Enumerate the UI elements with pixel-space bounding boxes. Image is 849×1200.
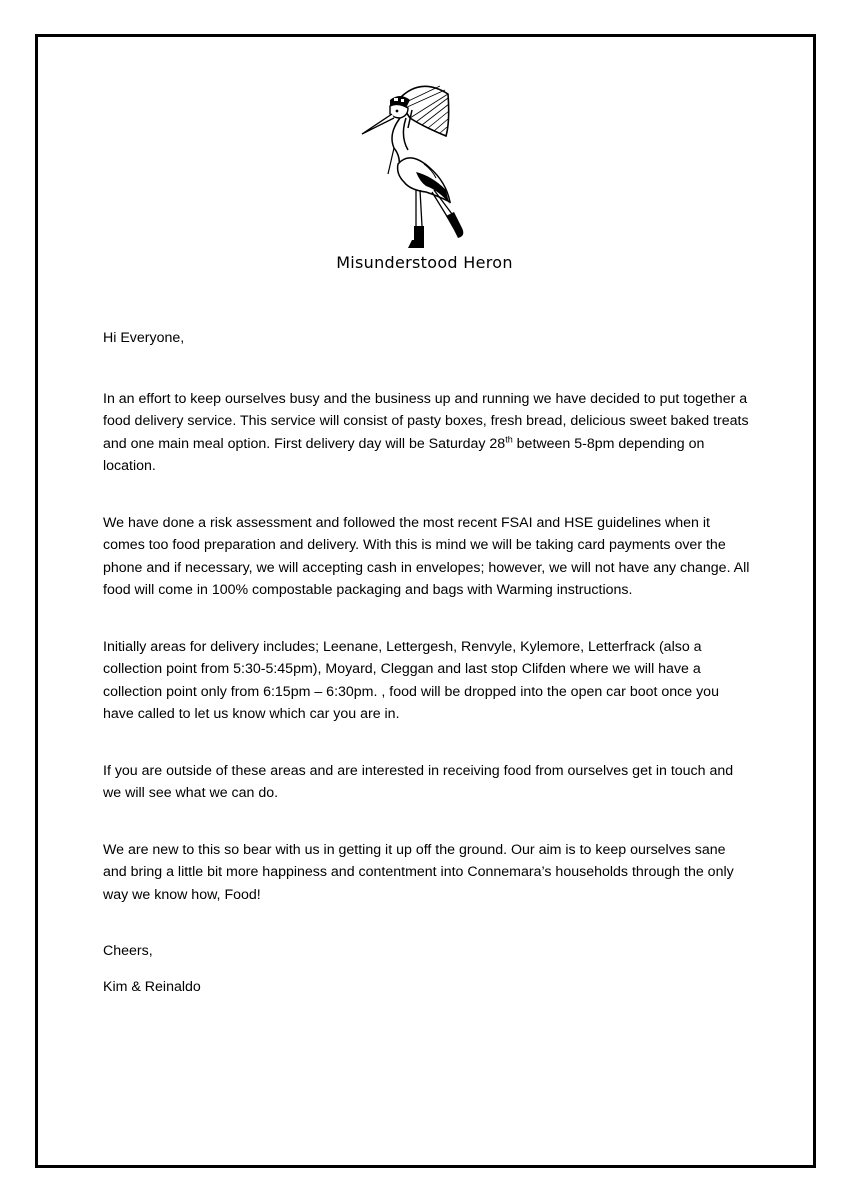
paragraph-aim: We are new to this so bear with us in getting it up off the ground. Our aim is to keep ourselves sane and bring a little bit more happiness and contentment into Connemara’s households through the only way we know how, Food!: [103, 841, 734, 903]
paragraph-safety: We have done a risk assessment and followed the most recent FSAI and HSE guidelines when it comes too food preparation and delivery. With this is mind we will be taking card payments over the phone and if necessary, we will accepting cash in envelopes; however, we will not have any change. All food will come in 100% compostable packaging and bags with Warming instructions.: [103, 514, 750, 598]
paragraph-intro: [103, 388, 753, 478]
paragraph-outside-areas: If you are outside of these areas and are interested in receiving food from ourselves get in touch and we will see what we can do.: [103, 762, 734, 801]
paragraph-intro-text: In an effort to keep ourselves busy and the business up and running we have decided to put together a food delivery service. This service will consist of pasty boxes, fresh bread, delicious sweet baked treats and one main meal option. First delivery day will be Saturday 28: [103, 390, 749, 452]
signature: Kim & Reinaldo: [103, 978, 201, 995]
paragraph-intro-tail: between 5-8pm depending on location.: [103, 435, 705, 474]
greeting: Hi Everyone,: [103, 330, 185, 346]
paragraph-areas: Initially areas for delivery includes; Leenane, Lettergesh, Renvyle, Kylemore, Letterfrack (also a collection point from 5:30-5:45pm), Moyard, Cleggan and last stop Clifden where we will have a collection point only from 6:15pm – 6:30pm. , food will be dropped into the open car boot once you have called to let us know which car you are in.: [103, 638, 719, 722]
letter-body: [103, 327, 753, 998]
date-suffix: th: [505, 433, 513, 444]
closing: Cheers,: [103, 943, 153, 959]
brand-name: Misunderstood Heron: [336, 253, 513, 272]
heron-with-umbrella-icon: [350, 78, 470, 258]
